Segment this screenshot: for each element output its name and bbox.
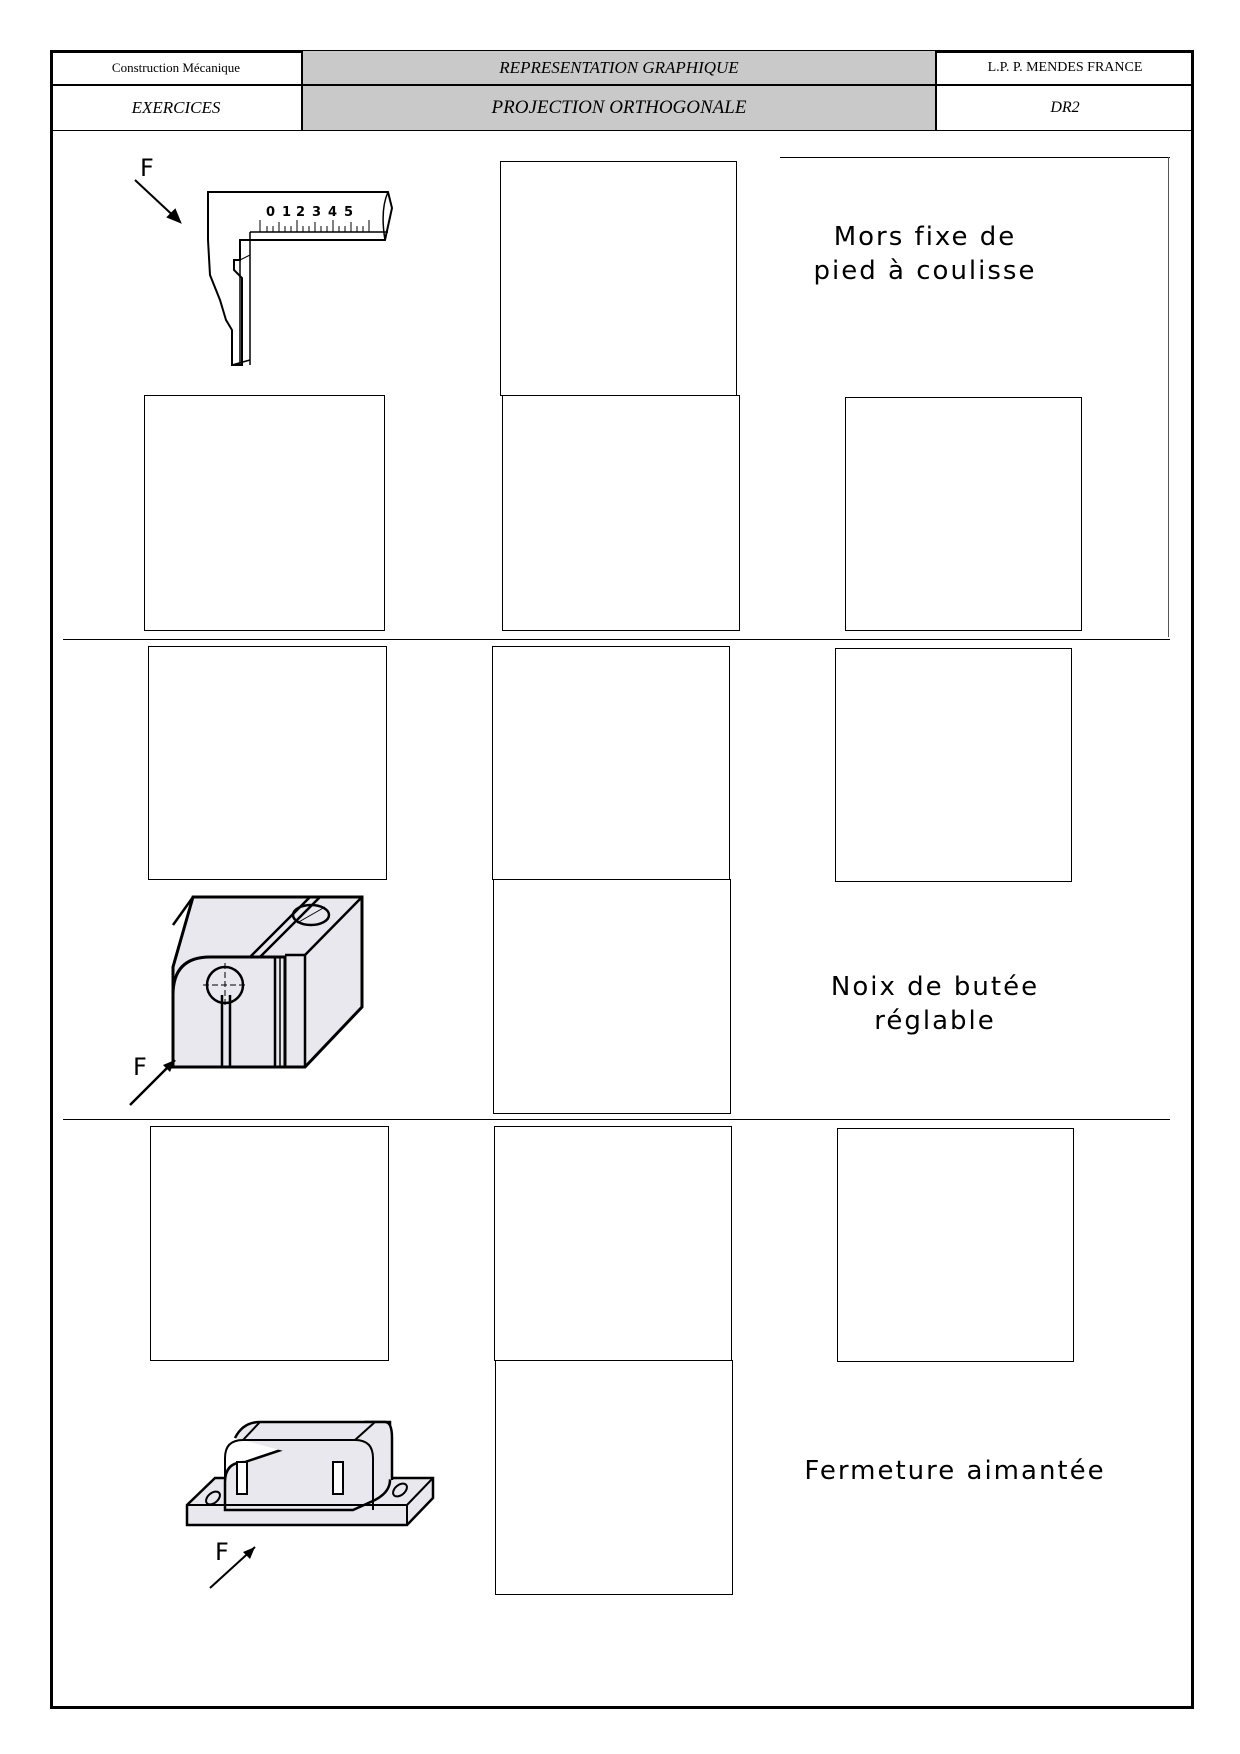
view-box-right xyxy=(835,648,1072,882)
adjustable-stop-drawing xyxy=(125,895,375,1110)
view-box-top xyxy=(500,161,737,396)
guide-line-vertical xyxy=(1168,157,1169,637)
view-arrow-label: F xyxy=(133,1053,147,1081)
exercise-title-line2: pied à coulisse xyxy=(813,256,1037,286)
ruler-digit: 0 xyxy=(266,205,276,220)
view-arrow-label: F xyxy=(215,1538,229,1566)
view-box-left xyxy=(148,646,387,880)
exercise-title-line2: réglable xyxy=(874,1006,996,1036)
ruler-digit: 4 xyxy=(328,205,338,220)
header-doc-ref: DR2 xyxy=(936,85,1194,131)
view-box-top xyxy=(492,646,730,880)
exercise-title-line1: Mors fixe de xyxy=(833,222,1017,252)
view-box-right xyxy=(837,1128,1074,1362)
guide-line xyxy=(780,157,1170,158)
ruler-digit: 1 xyxy=(282,205,292,220)
ruler-digit: 5 xyxy=(344,205,354,220)
exercise-title-line1: Noix de butée xyxy=(830,972,1040,1002)
magnetic-latch-drawing xyxy=(185,1420,435,1595)
section-separator xyxy=(63,1119,1170,1120)
header-subject: Construction Mécanique xyxy=(50,50,302,85)
header-course-title: REPRESENTATION GRAPHIQUE xyxy=(302,50,936,85)
view-box-top xyxy=(494,1126,732,1361)
view-box-front xyxy=(502,395,740,631)
view-box-left xyxy=(144,395,385,631)
view-box-front xyxy=(495,1360,733,1595)
exercise-title: Fermeture aimantée xyxy=(804,1456,1106,1486)
ruler-digit: 2 xyxy=(296,205,306,220)
section-separator xyxy=(63,639,1170,640)
header-section: EXERCICES xyxy=(50,85,302,131)
header-school: L.P. P. MENDES FRANCE xyxy=(936,50,1194,85)
header-topic: PROJECTION ORTHOGONALE xyxy=(302,85,936,131)
view-box-left xyxy=(150,1126,389,1361)
caliper-jaw-drawing xyxy=(130,154,400,370)
view-arrow-label: F xyxy=(140,154,154,182)
ruler-digit: 3 xyxy=(312,205,322,220)
view-box-front xyxy=(493,879,731,1114)
view-box-right xyxy=(845,397,1082,631)
